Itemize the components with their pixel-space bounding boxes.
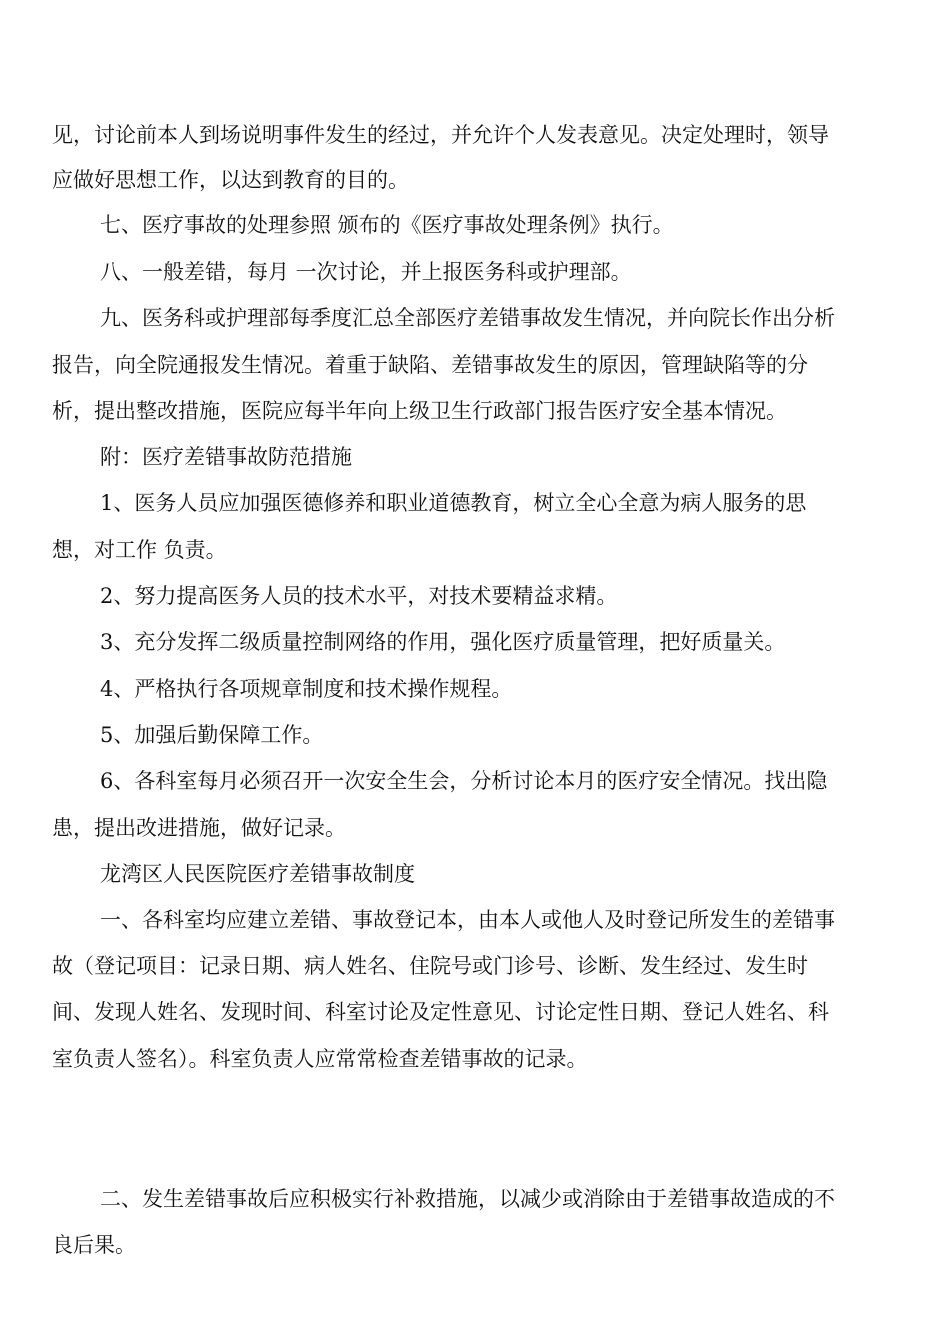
paragraph-line: 一、各科室均应建立差错、事故登记本，由本人或他人及时登记所发生的差错事: [100, 908, 835, 932]
paragraph-line: 3、充分发挥二级质量控制网络的作用，强化医疗质量管理，把好质量关。: [100, 630, 786, 654]
paragraph-line: 2、努力提高医务人员的技术水平，对技术要精益求精。: [100, 584, 618, 608]
paragraph-line: 见，讨论前本人到场说明事件发生的经过，并允许个人发表意见。决定处理时，领导: [52, 123, 829, 147]
paragraph-line: 七、医疗事故的处理参照 颁布的《医疗事故处理条例》执行。: [100, 213, 674, 237]
paragraph-line: 6、各科室每月必须召开一次安全生会，分析讨论本月的医疗安全情况。找出隐: [100, 769, 828, 793]
paragraph-line: 报告，向全院通报发生情况。着重于缺陷、差错事故发生的原因，管理缺陷等的分: [52, 353, 808, 377]
paragraph-line: 故（登记项目：记录日期、病人姓名、住院号或门诊号、诊断、发生经过、发生时: [52, 954, 808, 978]
section-title: 龙湾区人民医院医疗差错事故制度: [100, 862, 415, 886]
paragraph-line: 患，提出改进措施，做好记录。: [52, 816, 346, 840]
paragraph-line: 良后果。: [52, 1233, 136, 1257]
paragraph-line: 八、一般差错，每月 一次讨论，并上报医务科或护理部。: [100, 260, 632, 284]
paragraph-line: 九、医务科或护理部每季度汇总全部医疗差错事故发生情况，并向院长作出分析: [100, 306, 835, 330]
paragraph-line: 二、发生差错事故后应积极实行补救措施，以减少或消除由于差错事故造成的不: [100, 1187, 835, 1211]
paragraph-line: 室负责人签名）。科室负责人应常常检查差错事故的记录。: [52, 1047, 588, 1071]
paragraph-line: 4、严格执行各项规章制度和技术操作规程。: [100, 677, 513, 701]
paragraph-line: 5、加强后勤保障工作。: [100, 723, 324, 747]
paragraph-line: 应做好思想工作，以达到教育的目的。: [52, 168, 409, 192]
paragraph-line: 1、医务人员应加强医德修养和职业道德教育，树立全心全意为病人服务的思: [100, 491, 807, 515]
paragraph-line: 想，对工作 负责。: [52, 538, 227, 562]
appendix-heading: 附：医疗差错事故防范措施: [100, 445, 352, 469]
paragraph-line: 间、发现人姓名、发现时间、科室讨论及定性意见、讨论定性日期、登记人姓名、科: [52, 1000, 829, 1024]
paragraph-line: 析，提出整改措施，医院应每半年向上级卫生行政部门报告医疗安全基本情况。: [52, 399, 787, 423]
